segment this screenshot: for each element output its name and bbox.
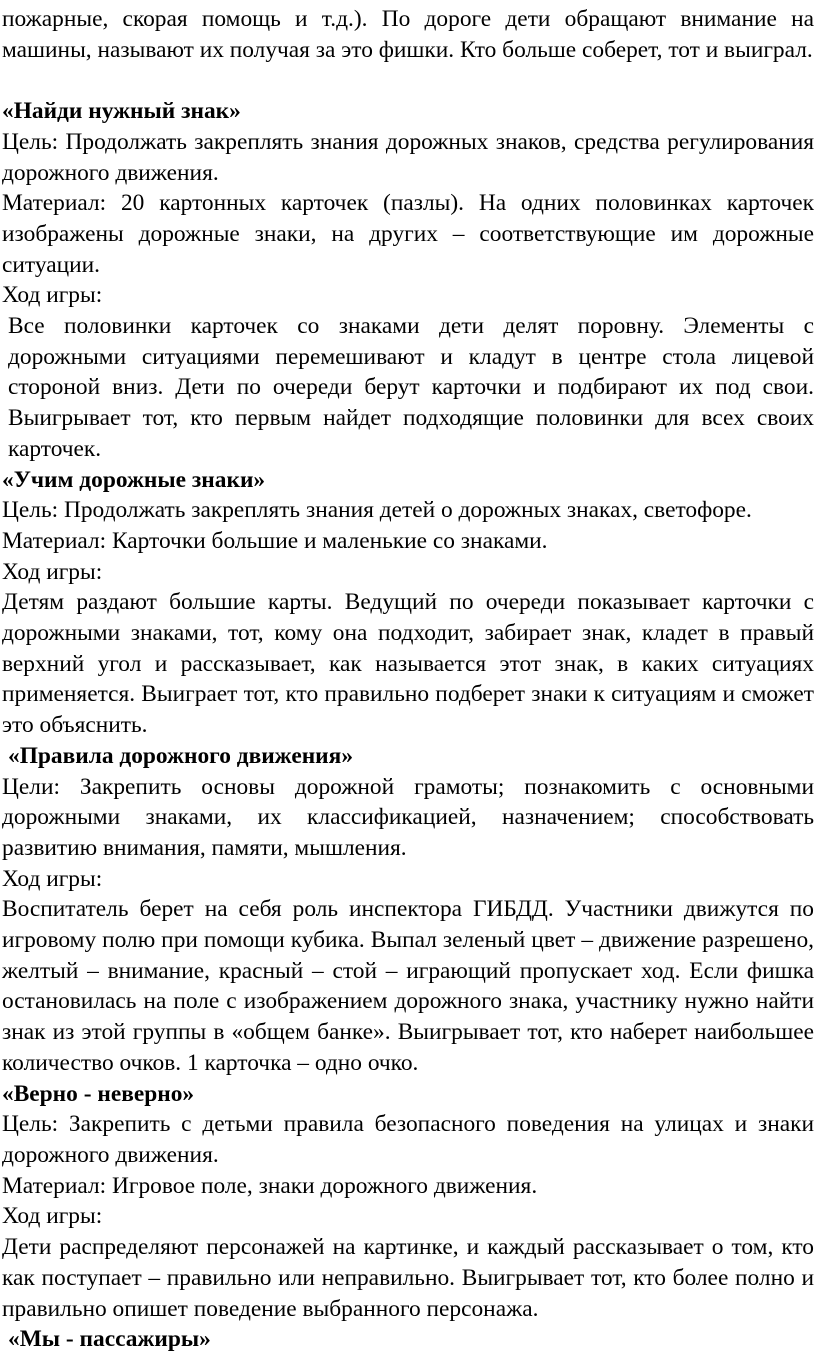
section-title-traffic-rules: «Правила дорожного движения» — [8, 742, 354, 769]
section-title-we-passengers: «Мы - пассажиры» — [8, 1326, 211, 1353]
section-game-description: Все половинки карточек со знаками дети делят поровну. Элементы с дорожными ситуациями перемешивают и кладут в центре стола лицевой стороной вниз. Дети по очереди берут карточки и подбирают их под свои. Выигрывает тот, кто первым найдет подходящие половинки для всех своих карточек. — [8, 313, 814, 462]
section-game-course-label: Ход игры: — [2, 865, 103, 892]
section-game-course-label: Ход игры: — [2, 558, 103, 585]
section-title-true-false: «Верно - неверно» — [2, 1080, 195, 1107]
section-material: Материал: 20 картонных карточек (пазлы). На одних половинках карточек изображены дорожные знаки, на других – соответствующие им дорожные ситуации. — [2, 190, 814, 278]
section-title-find-sign: «Найди нужный знак» — [2, 98, 241, 125]
section-goal: Цели: Закрепить основы дорожной грамоты; познакомить с основными дорожными знаками, их классификацией, назначением; способствовать развитию внимания, памяти, мышления. — [2, 773, 814, 861]
section-game-description: Детям раздают большие карты. Ведущий по очереди показывает карточки с дорожными знаками, тот, кому она подходит, забирает знак, кладет в правый верхний угол и рассказывает, как называется этот знак, в каких ситуациях применяется. Выиграет тот, кто правильно подберет знаки к ситуациям и сможет это объяснить. — [2, 589, 814, 739]
section-goal: Цель: Закрепить с детьми правила безопасного поведения на улицах и знаки дорожного движения. — [2, 1111, 814, 1168]
section-goal: Цель: Продолжать закреплять знания детей о дорожных знаках, светофоре. — [2, 497, 752, 524]
section-title-learn-signs: «Учим дорожные знаки» — [2, 466, 266, 493]
blank-line — [2, 65, 814, 96]
section-material: Материал: Игровое поле, знаки дорожного движения. — [2, 1172, 538, 1199]
section-game-description: Воспитатель берет на себя роль инспектора ГИБДД. Участники движутся по игровому полю при помощи кубика. Выпал зеленый цвет – движение разрешено, желтый – внимание, красный – стой – играющий пропускает ход. Если фишка остановилась на поле с изображением дорожного знака, участнику нужно найти знак из этой группы в «общем банке». Выигрывает тот, кто наберет наибольшее количество очков. 1 карточка – одно очко. — [2, 896, 814, 1076]
section-game-course-label: Ход игры: — [2, 282, 103, 309]
section-material: Материал: Карточки большие и маленькие со знаками. — [2, 527, 548, 554]
section-goal: Цель: Продолжать закреплять знания дорожных знаков, средства регулирования дорожного движения. — [2, 128, 814, 186]
intro-paragraph: пожарные, скорая помощь и т.д.). По дороге дети обращают внимание на машины, называют их получая за это фишки. Кто больше соберет, тот и выиграл. — [2, 6, 814, 63]
section-game-course-label: Ход игры: — [2, 1203, 103, 1230]
section-game-description: Дети распределяют персонажей на картинке, и каждый рассказывает о том, кто как поступает – правильно или неправильно. Выигрывает тот, кто более полно и правильно опишет поведение выбранного персонажа. — [2, 1234, 814, 1322]
